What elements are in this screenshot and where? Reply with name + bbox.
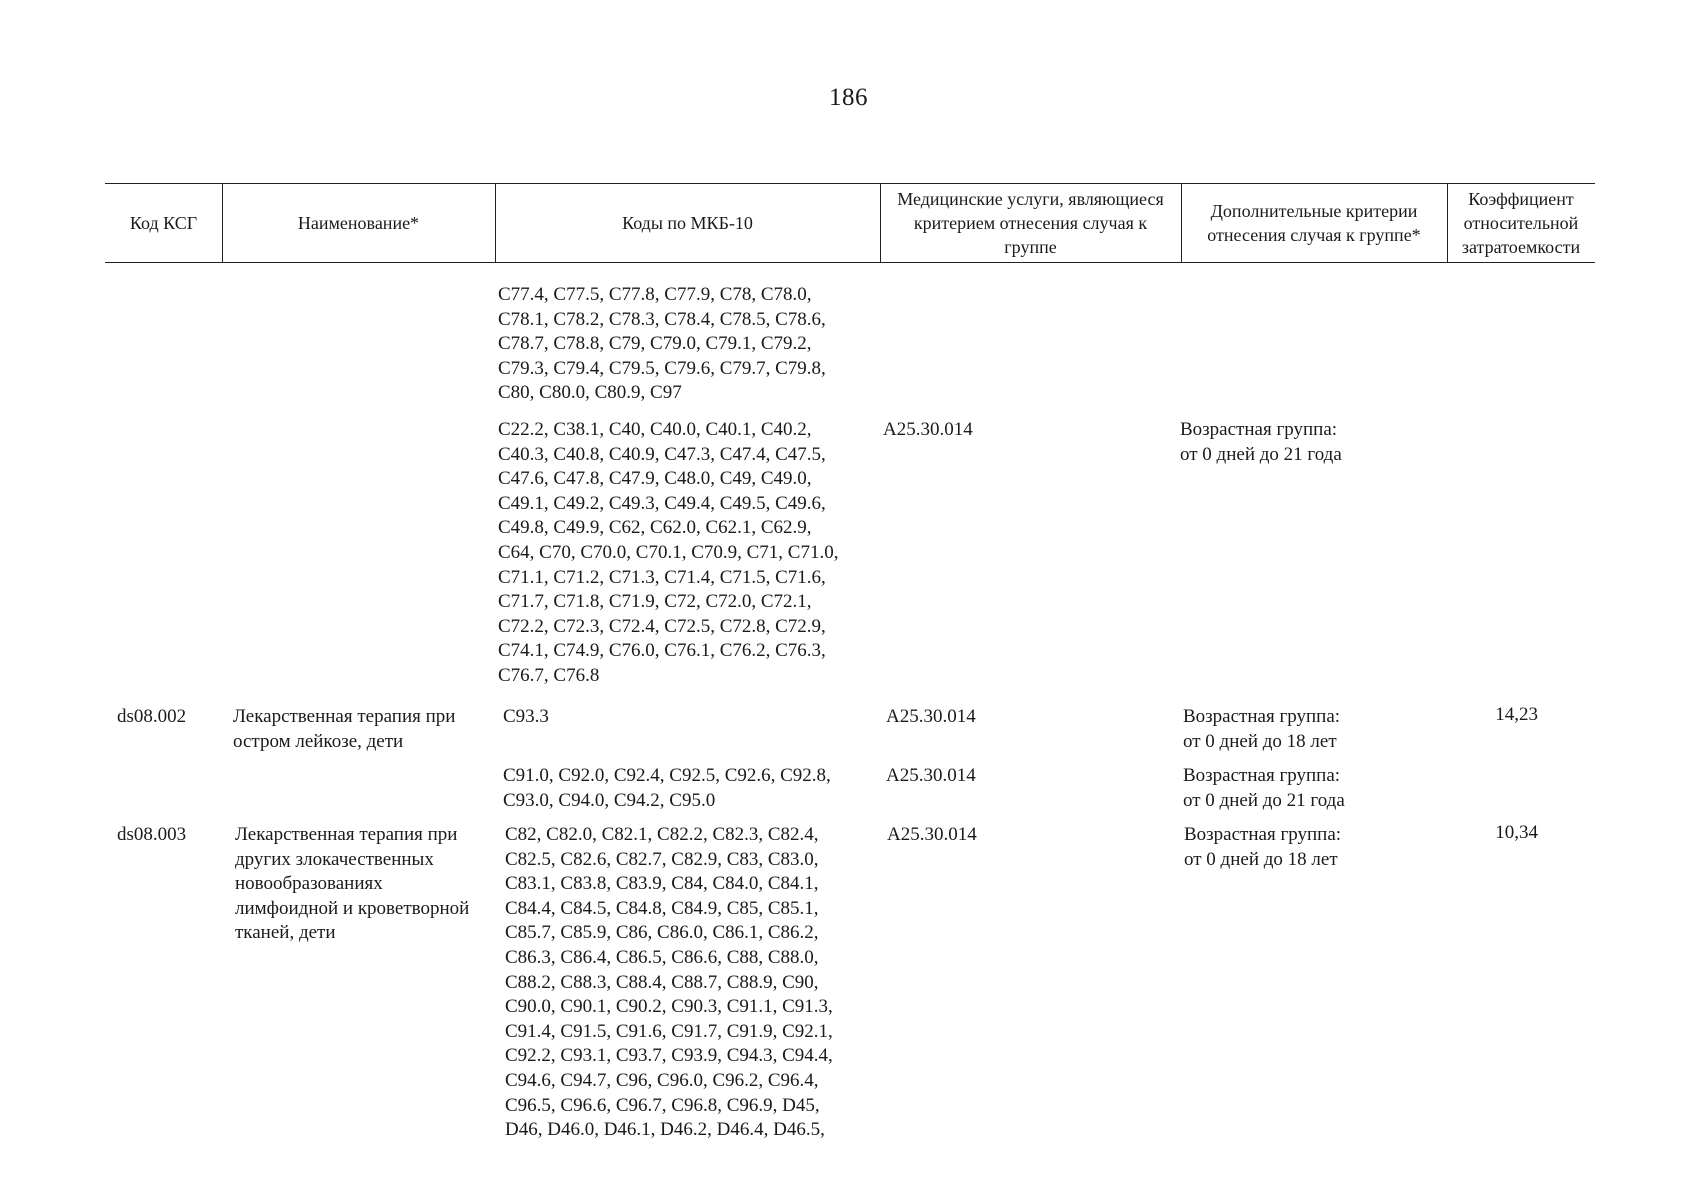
icd-line: C92.2, C93.1, C93.7, C93.9, C94.3, C94.4, <box>505 1045 833 1067</box>
icd-line: C49.1, C49.2, C49.3, C49.4, C49.5, C49.6, <box>498 492 826 514</box>
icd-line: C77.4, C77.5, C77.8, C77.9, C78, C78.0, <box>498 284 812 305</box>
name-line: новообразованиях <box>235 873 383 895</box>
table-header <box>105 183 1595 263</box>
row-service-code: A25.30.014 <box>883 419 973 440</box>
row-icd-codes <box>505 823 833 1143</box>
row-coefficient: 10,34 <box>1495 822 1538 843</box>
row-service-code: A25.30.014 <box>887 824 977 845</box>
icd-line: C49.8, C49.9, C62, C62.0, C62.1, C62.9, <box>498 517 812 539</box>
icd-line: C80, C80.0, C80.9, C97 <box>498 382 682 404</box>
icd-line: C93.0, C94.0, C94.2, C95.0 <box>503 789 716 811</box>
criteria-line: Возрастная группа: <box>1183 706 1341 727</box>
row-criteria <box>1183 764 1345 813</box>
icd-line: C91.0, C92.0, C92.4, C92.5, C92.6, C92.8, <box>503 765 831 786</box>
row-name <box>235 823 469 946</box>
icd-line: C90.0, C90.1, C90.2, C90.3, C91.1, C91.3, <box>505 996 833 1018</box>
page-number: 186 <box>829 84 868 111</box>
header-divider <box>495 184 496 262</box>
header-services: Медицинские услуги, являющиеся критерием отнесения случая к группе <box>897 189 1164 257</box>
name-line: тканей, дети <box>235 922 336 944</box>
header-code: Код КСГ <box>129 213 198 233</box>
row-service-code: A25.30.014 <box>886 706 976 727</box>
criteria-line: от 0 дней до 21 года <box>1183 789 1345 811</box>
row-criteria <box>1183 705 1340 754</box>
name-line: других злокачественных <box>235 848 434 870</box>
row-icd-codes <box>503 764 831 813</box>
header-name: Наименование* <box>297 213 420 233</box>
criteria-line: от 0 дней до 18 лет <box>1183 730 1337 752</box>
row-icd-codes <box>503 705 549 730</box>
row-icd-codes <box>498 283 826 406</box>
criteria-line: от 0 дней до 18 лет <box>1184 848 1338 870</box>
name-line: остром лейкозе, дети <box>233 730 404 752</box>
name-line: лимфоидной и кроветворной <box>235 897 470 919</box>
criteria-line: Возрастная группа: <box>1184 824 1342 845</box>
icd-line: C74.1, C74.9, C76.0, C76.1, C76.2, C76.3, <box>498 640 826 662</box>
icd-line: C84.4, C84.5, C84.8, C84.9, C85, C85.1, <box>505 897 819 919</box>
criteria-line: Возрастная группа: <box>1180 419 1338 440</box>
row-ksg-code: ds08.002 <box>117 706 187 727</box>
icd-line: C79.3, C79.4, C79.5, C79.6, C79.7, C79.8, <box>498 357 826 379</box>
row-icd-codes <box>498 418 838 689</box>
icd-line: C88.2, C88.3, C88.4, C88.7, C88.9, C90, <box>505 971 819 993</box>
icd-line: C78.7, C78.8, C79, C79.0, C79.1, C79.2, <box>498 333 812 355</box>
row-criteria <box>1180 418 1342 467</box>
row-service-code: A25.30.014 <box>886 765 976 786</box>
name-line: Лекарственная терапия при <box>233 706 456 727</box>
icd-line: C83.1, C83.8, C83.9, C84, C84.0, C84.1, <box>505 873 819 895</box>
ksg-table <box>105 183 1595 263</box>
header-coefficient: Коэффициент относительной затратоемкости <box>1461 189 1581 257</box>
row-criteria <box>1184 823 1341 872</box>
icd-line: C72.2, C72.3, C72.4, C72.5, C72.8, C72.9, <box>498 615 826 637</box>
icd-line: C47.6, C47.8, C47.9, C48.0, C49, C49.0, <box>498 468 812 490</box>
icd-line: C86.3, C86.4, C86.5, C86.6, C88, C88.0, <box>505 946 819 968</box>
header-divider <box>880 184 881 262</box>
icd-line: C85.7, C85.9, C86, C86.0, C86.1, C86.2, <box>505 922 819 944</box>
icd-line: C82, C82.0, C82.1, C82.2, C82.3, C82.4, <box>505 824 819 845</box>
icd-line: C93.3 <box>503 706 549 727</box>
icd-line: C78.1, C78.2, C78.3, C78.4, C78.5, C78.6, <box>498 308 826 330</box>
icd-line: C71.1, C71.2, C71.3, C71.4, C71.5, C71.6, <box>498 566 826 588</box>
header-divider <box>1447 184 1448 262</box>
row-name <box>233 705 455 754</box>
icd-line: C71.7, C71.8, C71.9, C72, C72.0, C72.1, <box>498 591 812 613</box>
icd-line: C96.5, C96.6, C96.7, C96.8, C96.9, D45, <box>505 1094 820 1116</box>
icd-line: C82.5, C82.6, C82.7, C82.9, C83, C83.0, <box>505 848 819 870</box>
row-ksg-code: ds08.003 <box>117 824 187 845</box>
icd-line: C91.4, C91.5, C91.6, C91.7, C91.9, C92.1, <box>505 1020 833 1042</box>
icd-line: C22.2, C38.1, C40, C40.0, C40.1, C40.2, <box>498 419 812 440</box>
header-divider <box>222 184 223 262</box>
icd-line: C64, C70, C70.0, C70.1, C70.9, C71, C71.0, <box>498 541 839 563</box>
icd-line: C94.6, C94.7, C96, C96.0, C96.2, C96.4, <box>505 1069 819 1091</box>
icd-line: D46, D46.0, D46.1, D46.2, D46.4, D46.5, <box>505 1119 825 1141</box>
icd-line: C76.7, C76.8 <box>498 664 600 686</box>
row-coefficient: 14,23 <box>1495 704 1538 725</box>
header-divider <box>1181 184 1182 262</box>
criteria-line: от 0 дней до 21 года <box>1180 443 1342 465</box>
criteria-line: Возрастная группа: <box>1183 765 1341 786</box>
name-line: Лекарственная терапия при <box>235 824 458 845</box>
icd-line: C40.3, C40.8, C40.9, C47.3, C47.4, C47.5, <box>498 443 826 465</box>
header-criteria: Дополнительные критерии отнесения случая к группе* <box>1207 201 1421 245</box>
header-icd: Коды по МКБ-10 <box>622 213 753 233</box>
